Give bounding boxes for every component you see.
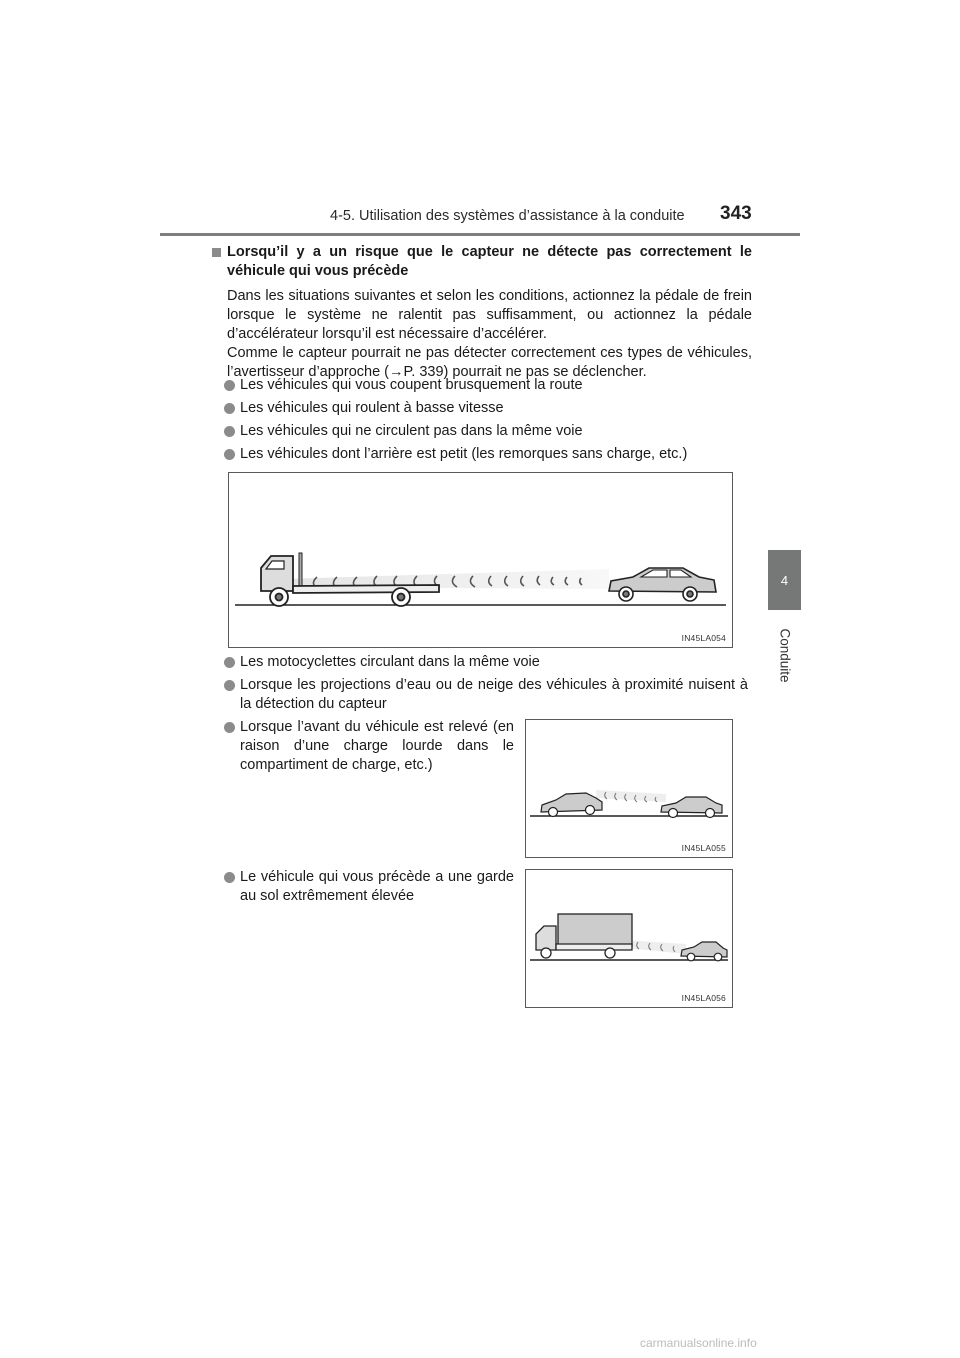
page-number: 343 [720, 203, 752, 224]
chapter-side-label: Conduite [777, 628, 793, 683]
paragraph-warning: Comme le capteur pourrait ne pas détecter correctement ces types de véhicules, l’avertisseur d’approche (→P. 339) pourrait ne pas se déclencher. [227, 345, 752, 380]
square-bullet-icon [212, 248, 221, 257]
section-title [212, 243, 752, 281]
list-item: Les véhicules qui roulent à basse vitesse [224, 399, 744, 418]
watermark: carmanualsonline.info [640, 1336, 757, 1350]
raised-car [541, 793, 602, 817]
list-item: Les véhicules qui vous coupent brusquement la route [224, 376, 744, 395]
figure-code: IN45LA055 [681, 843, 726, 853]
figure-high-clearance [525, 869, 733, 1008]
bullet-dot-icon [224, 403, 235, 414]
bullet-dot-icon [224, 380, 235, 391]
paragraph-braking: Dans les situations suivantes et selon les conditions, actionnez la pédale de frein lorsque le système ne ralentit pas suffisamment, ou actionnez la pédale d’accélérateur lorsqu’il est nécessaire d’accélérer. [227, 288, 752, 342]
following-car [609, 568, 716, 601]
bullet-dot-icon [224, 657, 235, 668]
list-item: Les véhicules qui ne circulent pas dans la même voie [224, 422, 744, 441]
raised-front-illustration [526, 720, 732, 857]
bullet-dot-icon [224, 426, 235, 437]
list-item: Lorsque l’avant du véhicule est relevé (en raison d’une charge lourde dans le compartiment de charge, etc.) [224, 718, 514, 775]
list-item: Le véhicule qui vous précède a une garde au sol extrêmement élevée [224, 868, 514, 906]
bullet-dot-icon [224, 872, 235, 883]
leading-car [661, 797, 722, 818]
chapter-tab-number: 4 [780, 573, 789, 588]
chapter-header: 4-5. Utilisation des systèmes d’assistance à la conduite [330, 208, 685, 224]
list-item: Les motocyclettes circulant dans la même voie [224, 653, 744, 672]
figure-empty-trailer [228, 472, 733, 648]
high-clearance-illustration [526, 870, 732, 1007]
following-car [681, 942, 727, 961]
trailer-illustration [229, 473, 732, 647]
figure-raised-front [525, 719, 733, 858]
figure-code: IN45LA056 [681, 993, 726, 1003]
bullet-dot-icon [224, 680, 235, 691]
box-truck [536, 914, 632, 958]
header-divider [160, 233, 800, 236]
bullet-dot-icon [224, 449, 235, 460]
bullet-dot-icon [224, 722, 235, 733]
section-title-text: Lorsqu’il y a un risque que le capteur ne détecte pas correctement le véhicule qui vous précède [227, 244, 752, 279]
section-sensor-detection [212, 243, 752, 382]
list-item: Lorsque les projections d’eau ou de neige des véhicules à proximité nuisent à la détection du capteur [224, 676, 748, 714]
list-item: Les véhicules dont l’arrière est petit (les remorques sans charge, etc.) [224, 445, 744, 464]
figure-code: IN45LA054 [681, 633, 726, 643]
